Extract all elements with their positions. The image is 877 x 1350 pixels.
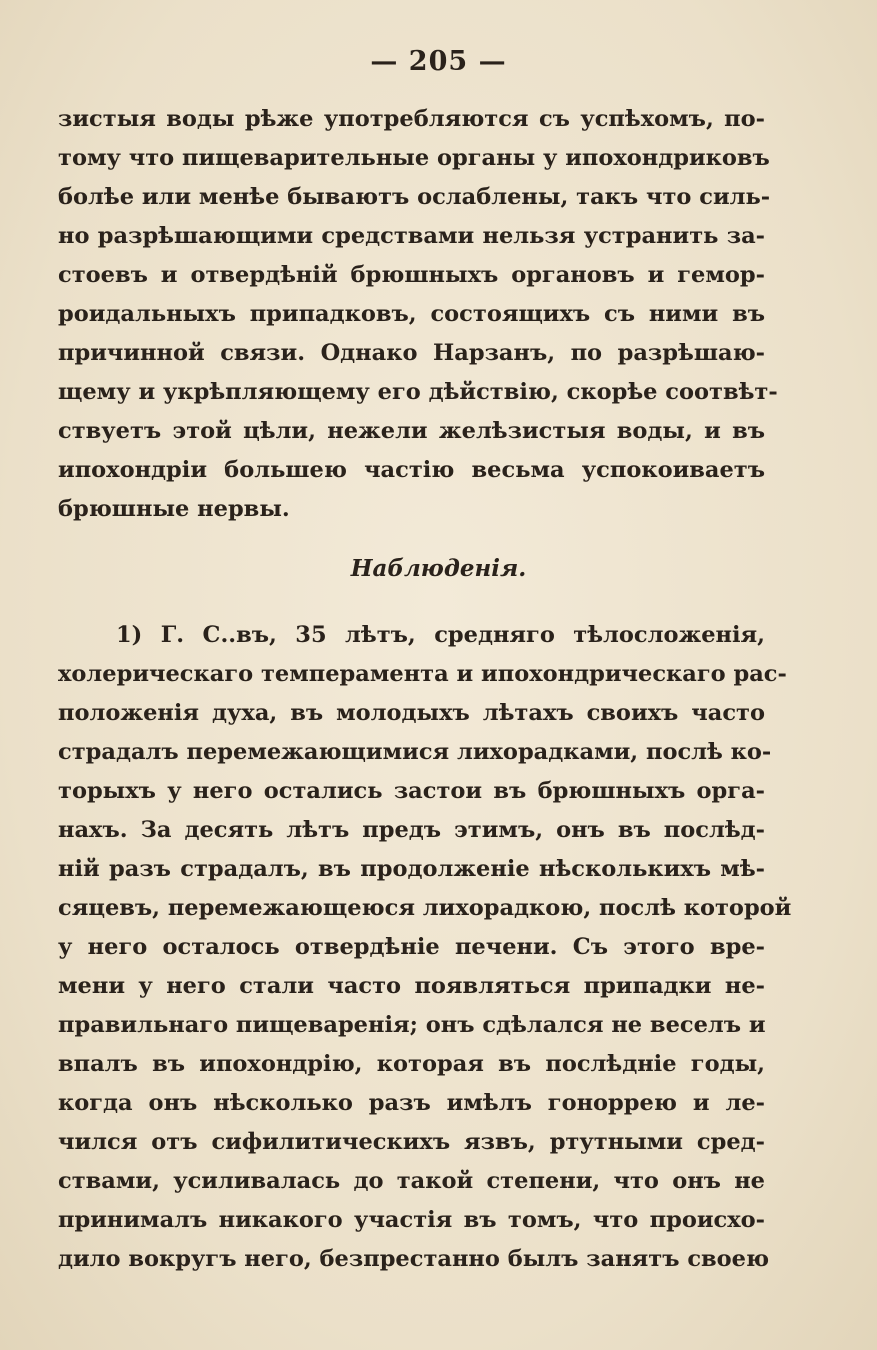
text-line: причинной связи. Однако Нарзанъ, по разрѣшаю-: [58, 340, 765, 366]
page-number: — 205 —: [370, 46, 507, 77]
text-line: торыхъ у него остались застои въ брюшныхъ орга-: [58, 778, 765, 804]
text-line: сяцевъ, перемежающеюся лихорадкою, послѣ которой: [58, 895, 792, 921]
text-line: зистыя воды рѣже употребляются съ успѣхомъ, по-: [58, 106, 765, 132]
text-line: роидальныхъ припадковъ, состоящихъ съ ними въ: [58, 301, 765, 327]
section-heading: Наблюденiя.: [350, 555, 527, 582]
text-line: дило вокругъ него, безпрестанно былъ занятъ своею: [58, 1246, 770, 1272]
text-line: тому что пищеварительные органы у ипохондриковъ: [58, 145, 770, 171]
paragraph-2: [58, 616, 792, 1279]
text-line: ствами, усиливалась до такой степени, что онъ не: [58, 1168, 765, 1194]
text-line: принималъ никакого участiя въ томъ, что происхо-: [58, 1207, 765, 1233]
text-line: ствуетъ этой цѣли, нежели желѣзистыя воды, и въ: [58, 418, 765, 444]
text-line: когда онъ нѣсколько разъ имѣлъ гоноррею и ле-: [58, 1090, 765, 1116]
text-line: 1) Г. С..въ, 35 лѣтъ, средняго тѣлосложенiя,: [116, 622, 765, 648]
text-line: ипохондрiи большею частiю весьма успокоиваетъ: [58, 457, 765, 483]
text-line: щему и укрѣпляющему его дѣйствiю, скорѣе соотвѣт-: [58, 379, 778, 405]
text-line: нахъ. За десять лѣтъ предъ этимъ, онъ въ послѣд-: [58, 817, 765, 843]
text-line: у него осталось отвердѣнiе печени. Съ этого вре-: [58, 934, 765, 960]
text-line: брюшные нервы.: [58, 496, 290, 522]
text-line: мени у него стали часто появляться припадки не-: [58, 973, 765, 999]
text-line: положенiя духа, въ молодыхъ лѣтахъ своихъ часто: [58, 700, 765, 726]
text-line: холерическаго темперамента и ипохондрическаго рас-: [58, 661, 787, 687]
text-line: стоевъ и отвердѣнiй брюшныхъ органовъ и гемор-: [58, 262, 765, 288]
text-line: правильнаго пищеваренiя; онъ сдѣлался не веселъ и: [58, 1012, 766, 1038]
text-line: нiй разъ страдалъ, въ продолженiе нѣсколькихъ мѣ-: [58, 856, 765, 882]
text-line: но разрѣшающими средствами нельзя устранить за-: [58, 223, 765, 249]
paragraph-1: [58, 100, 778, 529]
text-line: впалъ въ ипохондрiю, которая въ послѣднiе годы,: [58, 1051, 765, 1077]
text-line: чился отъ сифилитическихъ язвъ, ртутными сред-: [58, 1129, 765, 1155]
text-line: болѣе или менѣе бываютъ ослаблены, такъ что силь-: [58, 184, 771, 210]
text-line: страдалъ перемежающимися лихорадками, послѣ ко-: [58, 739, 772, 765]
